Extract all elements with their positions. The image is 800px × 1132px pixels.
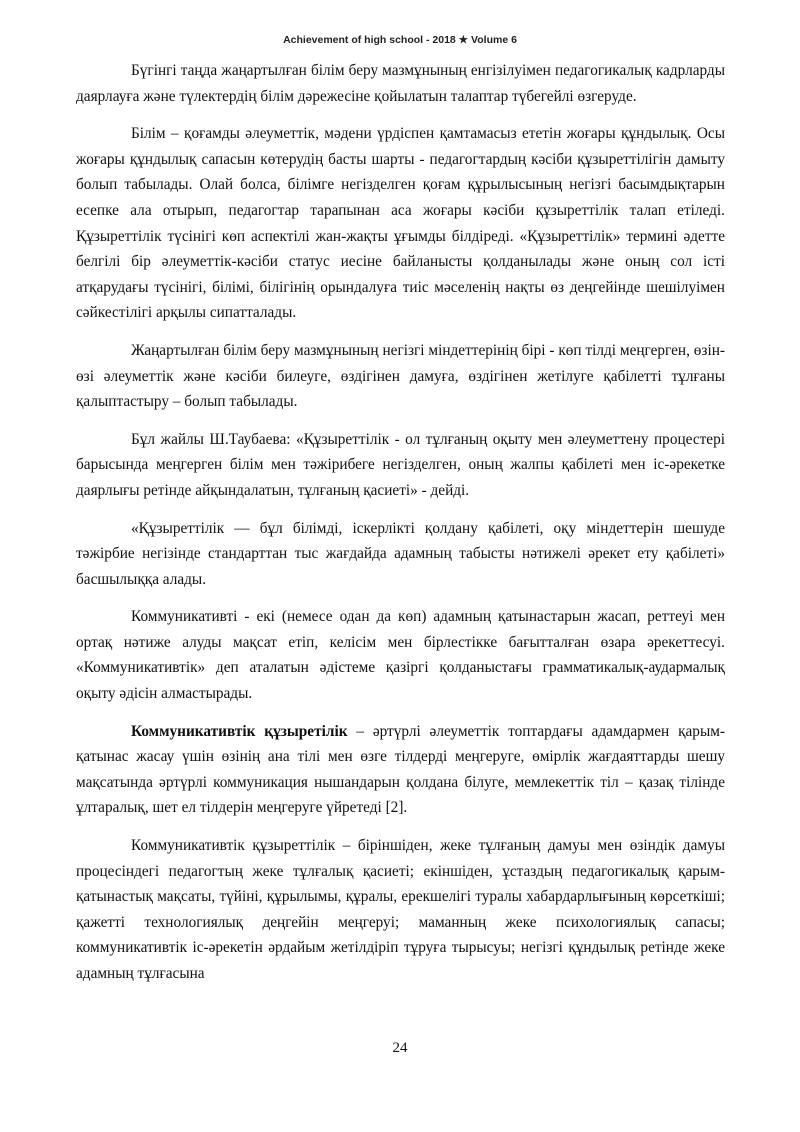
running-header: Achievement of high school - 2018 ★ Volume 6 [283, 34, 517, 46]
paragraph-7 [76, 707, 725, 821]
page-number: 24 [392, 1040, 408, 1056]
paragraph-8: Коммуникативтік құзыреттілік – біріншіден, жеке тұлғаның дамуы мен өзіндік дамуы процесіндегі педагогтың жеке тұлғалық қасиеті; екіншіден, ұстаздың педагогикалық қарым-қатынастық мақсаты, түйіні, құрылымы, құралы, ерекшелігі туралы хабардарлығының көрсеткіші; қажетті технологиялық деңгейін меңгеруі; маманның жеке психологиялық сапасы; коммуникативтік іс-әрекетін әрдайым жетілдіріп тұруға тырысуы; негізгі құндылық ретінде жеке адамның тұлғасына [76, 837, 725, 982]
paragraph-5: «Құзыреттілік — бұл білімді, іскерлікті қолдану қабілеті, оқу міндеттерін шешуде тәжірбие негізінде стандарттан тыс жағдайда адамның табысты нәтижелі әрекет ету қабілеті» басшылыққа алады. [76, 519, 725, 588]
paragraph-2-part-2: Құзыреттілік түсінігі көп аспектілі жан-жақты ұғымды білдіреді. «Құзыреттілік» термині әдетте белгілі бір әлеуметтік-кәсіби статус иесіне байланысты қолданылады және оның сол істі атқарудағы түсінігі, білімі, білігінің орындалуға тиіс мәселенің нақты өз деңгейінде шешілуімен сәйкестілігі арқылы сипатталады. [76, 227, 725, 322]
paragraph-1: Бүгінгі таңда жаңартылған білім беру мазмұнының енгізілуімен педагогикалық кадрларды даярлауға және түлектердің білім дәрежесіне қойылатын талаптар түбегейлі өзгеруде. [76, 62, 725, 105]
paragraph-2-part-1: Білім – қоғамды әлеуметтік, мәдени үрдіспен қамтамасыз ететін жоғары құндылық. Осы жоғары құндылық сапасын көтерудің басты шарты - педагогтардың кәсіби құзыреттілігін дамыту болып табылады. Олай болса, білімге негізделген қоғам құрылысының негізгі басымдықтарын есепке ала отырып, педагогтар тарапынан аса жоғары кәсіби құзыреттілік талап етіледі. [76, 125, 725, 219]
paragraph-7-text: – әртүрлі әлеуметтік топтардағы адамдармен қарым-қатынас жасау үшін өзінің ана тілі мен өзге тілдерді меңгеруге, өмірлік жағдаяттарды шешу мақсатында әртүрлі коммуникация нышандарын қолдана білуге, мемлекеттік тіл – қазақ тілінде ұлтаралық, шет ел тілдерін меңгеруге үйретеді [2]. [76, 722, 725, 817]
article-body [76, 58, 725, 987]
paragraph-4: Бұл жайлы Ш.Таубаева: «Құзыреттілік - ол тұлғаның оқыту мен әлеуметтену процестері барысында меңгерген білім мен тәжірибеге негізделген, оның жалпы қабілеті мен іс-әрекетке даярлығы ретінде айқындалатын, тұлғаның қасиеті» - дейді. [76, 430, 725, 499]
term-communicative-competence: Коммуникативтік құзыретілік [131, 722, 348, 740]
paragraph-3: Жаңартылған білім беру мазмұнының негізгі міндеттерінің бірі - көп тілді меңгерген, өзін-өзі әлеуметтік және кәсіби билеуге, өздігінен дамуға, өздігінен жетілуге қабілетті тұлғаны қалыптастыру – болып табылады. [76, 341, 725, 411]
paragraph-2 [76, 109, 725, 326]
paragraph-6: Коммуникативті - екі (немесе одан да көп) адамның қатынастарын жасап, реттеуі мен ортақ нәтиже алуды мақсат етіп, келісім мен бірлестікке бағытталған өзара әрекеттесуі. «Коммуникативтік» деп аталатын әдістеме қазіргі қолданыстағы грамматикалық-аудармалық оқыту әдісін алмастырады. [76, 608, 725, 703]
